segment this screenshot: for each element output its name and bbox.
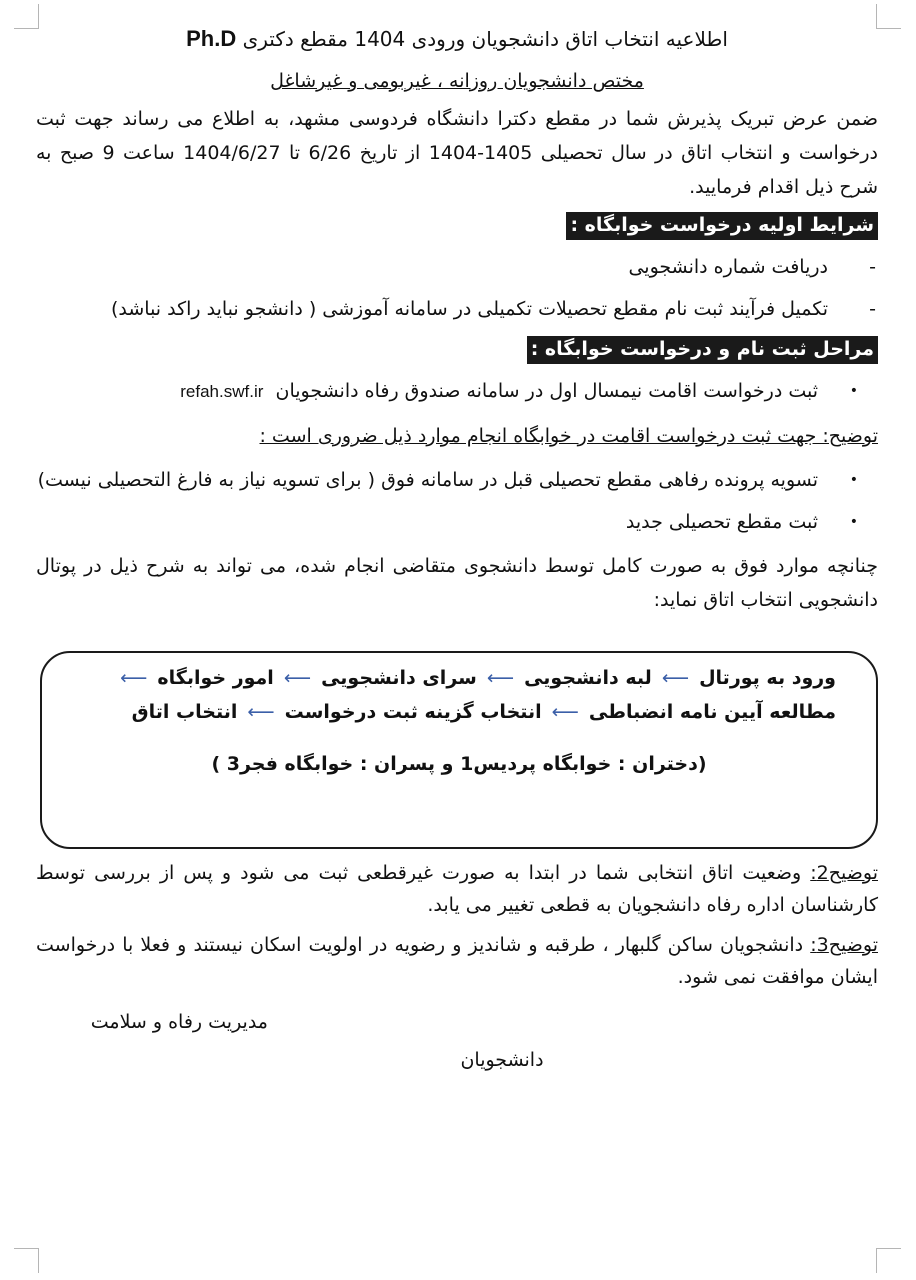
note-3-label: توضیح3:: [810, 934, 878, 956]
dash-bullet: -: [869, 256, 876, 278]
path-step: امور خوابگاه: [157, 667, 274, 689]
refah-link[interactable]: refah.swf.ir: [180, 382, 264, 401]
portal-path-box: [40, 651, 878, 849]
dash-bullet: -: [869, 298, 876, 320]
arrow-left-icon: ⟵: [486, 667, 515, 689]
page-corner-mark: [876, 4, 901, 29]
list-item-text: دریافت شماره دانشجویی: [628, 256, 828, 278]
path-step: مطالعه آیین نامه انضباطی: [588, 701, 836, 723]
list-item-text: تکمیل فرآیند ثبت نام مقطع تحصیلات تکمیلی در سامانه آموزشی ( دانشجو نباید راکد نباشد): [110, 298, 828, 320]
path-step: سرای دانشجویی: [321, 667, 477, 689]
page-title: [36, 20, 878, 58]
page-corner-mark: [14, 1248, 39, 1273]
note-3-text: دانشجویان ساکن گلبهار ، طرقبه و شاندیز و رضویه در اولویت اسکان نیستند و فعلا با درخواست ایشان موافقت نمی شود.: [36, 934, 878, 988]
list-item: [36, 376, 858, 407]
list-item: [36, 507, 858, 537]
path-step: انتخاب گزینه ثبت درخواست: [284, 701, 542, 723]
dorm-assignment: (دختران : خوابگاه پردیس1 و پسران : خوابگاه فجر3 ): [211, 753, 707, 775]
arrow-left-icon: ⟵: [661, 667, 690, 689]
note-1-text: توضیح: جهت ثبت درخواست اقامت در خوابگاه انجام موارد ذیل ضروری است :: [259, 425, 878, 447]
list-item-text: تسویه پرونده رفاهی مقطع تحصیلی قبل در سامانه فوق ( برای تسویه نیاز به فارغ التحصیلی نیست): [37, 469, 818, 491]
path-line-1: [82, 661, 836, 695]
note-3: [36, 929, 878, 993]
page-corner-mark: [876, 1248, 901, 1273]
subtitle-text: مختص دانشجویان روزانه ، غیربومی و غیرشاغل: [270, 70, 644, 92]
arrow-left-icon: ⟵: [551, 701, 579, 723]
arrow-left-icon: ⟵: [247, 701, 275, 723]
document-page: [36, 20, 878, 1077]
note-2-label: توضیح2:: [810, 862, 878, 884]
list-item-text: ثبت درخواست اقامت نیمسال اول در سامانه صندوق رفاه دانشجویان: [275, 380, 818, 402]
dot-bullet: •: [849, 472, 858, 488]
path-step: ورود به پورتال: [699, 667, 836, 689]
path-step: لبه دانشجویی: [524, 667, 652, 689]
steps-heading: [36, 336, 878, 364]
steps-heading-text: مراحل ثبت نام و درخواست خوابگاه :: [527, 336, 878, 364]
list-item: [36, 294, 876, 324]
title-text: اطلاعیه انتخاب اتاق دانشجویان ورودی 1404 مقطع دکتری: [242, 27, 728, 51]
required-list: [36, 465, 878, 537]
signature-line-2: دانشجویان: [460, 1049, 544, 1071]
portal-paragraph: چنانچه موارد فوق به صورت کامل توسط دانشجوی متقاضی انجام شده، می تواند به شرح ذیل در پوتال دانشجویی انتخاب اتاق نماید:: [36, 555, 878, 611]
title-degree: Ph.D: [186, 26, 237, 51]
dot-bullet: •: [849, 514, 858, 530]
path-line-2: [82, 695, 836, 729]
path-step: انتخاب اتاق: [131, 701, 238, 723]
list-item-text: ثبت مقطع تحصیلی جدید: [625, 511, 818, 533]
page-subtitle: [36, 62, 878, 100]
intro-paragraph: ضمن عرض تبریک پذیرش شما در مقطع دکترا دانشگاه فردوسی مشهد، به اطلاع می رساند جهت ثبت درخواست و انتخاب اتاق در سال تحصیلی 1405-1404 از تاریخ 6/26 تا 1404/6/27 ساعت 9 صبح به شرح ذیل اقدام فرمایید.: [36, 108, 878, 198]
note-1: [36, 419, 878, 453]
conditions-heading: [36, 212, 878, 240]
conditions-heading-text: شرایط اولیه درخواست خوابگاه :: [566, 212, 878, 240]
arrow-left-icon: ⟵: [283, 667, 312, 689]
arrow-left-icon: ⟵: [120, 667, 148, 689]
note-2-text: وضعیت اتاق انتخابی شما در ابتدا به صورت غیرقطعی ثبت می شود و پس از بررسی توسط کارشناسان اداره رفاه دانشجویان به قطعی تغییر می یابد.: [36, 862, 878, 916]
note-2: [36, 857, 878, 921]
list-item: [36, 252, 876, 282]
signature-line-1: مدیریت رفاه و سلامت: [90, 1011, 268, 1033]
conditions-list: [36, 252, 878, 324]
steps-list: [36, 376, 878, 407]
list-item: [36, 465, 858, 495]
dot-bullet: •: [849, 383, 858, 399]
